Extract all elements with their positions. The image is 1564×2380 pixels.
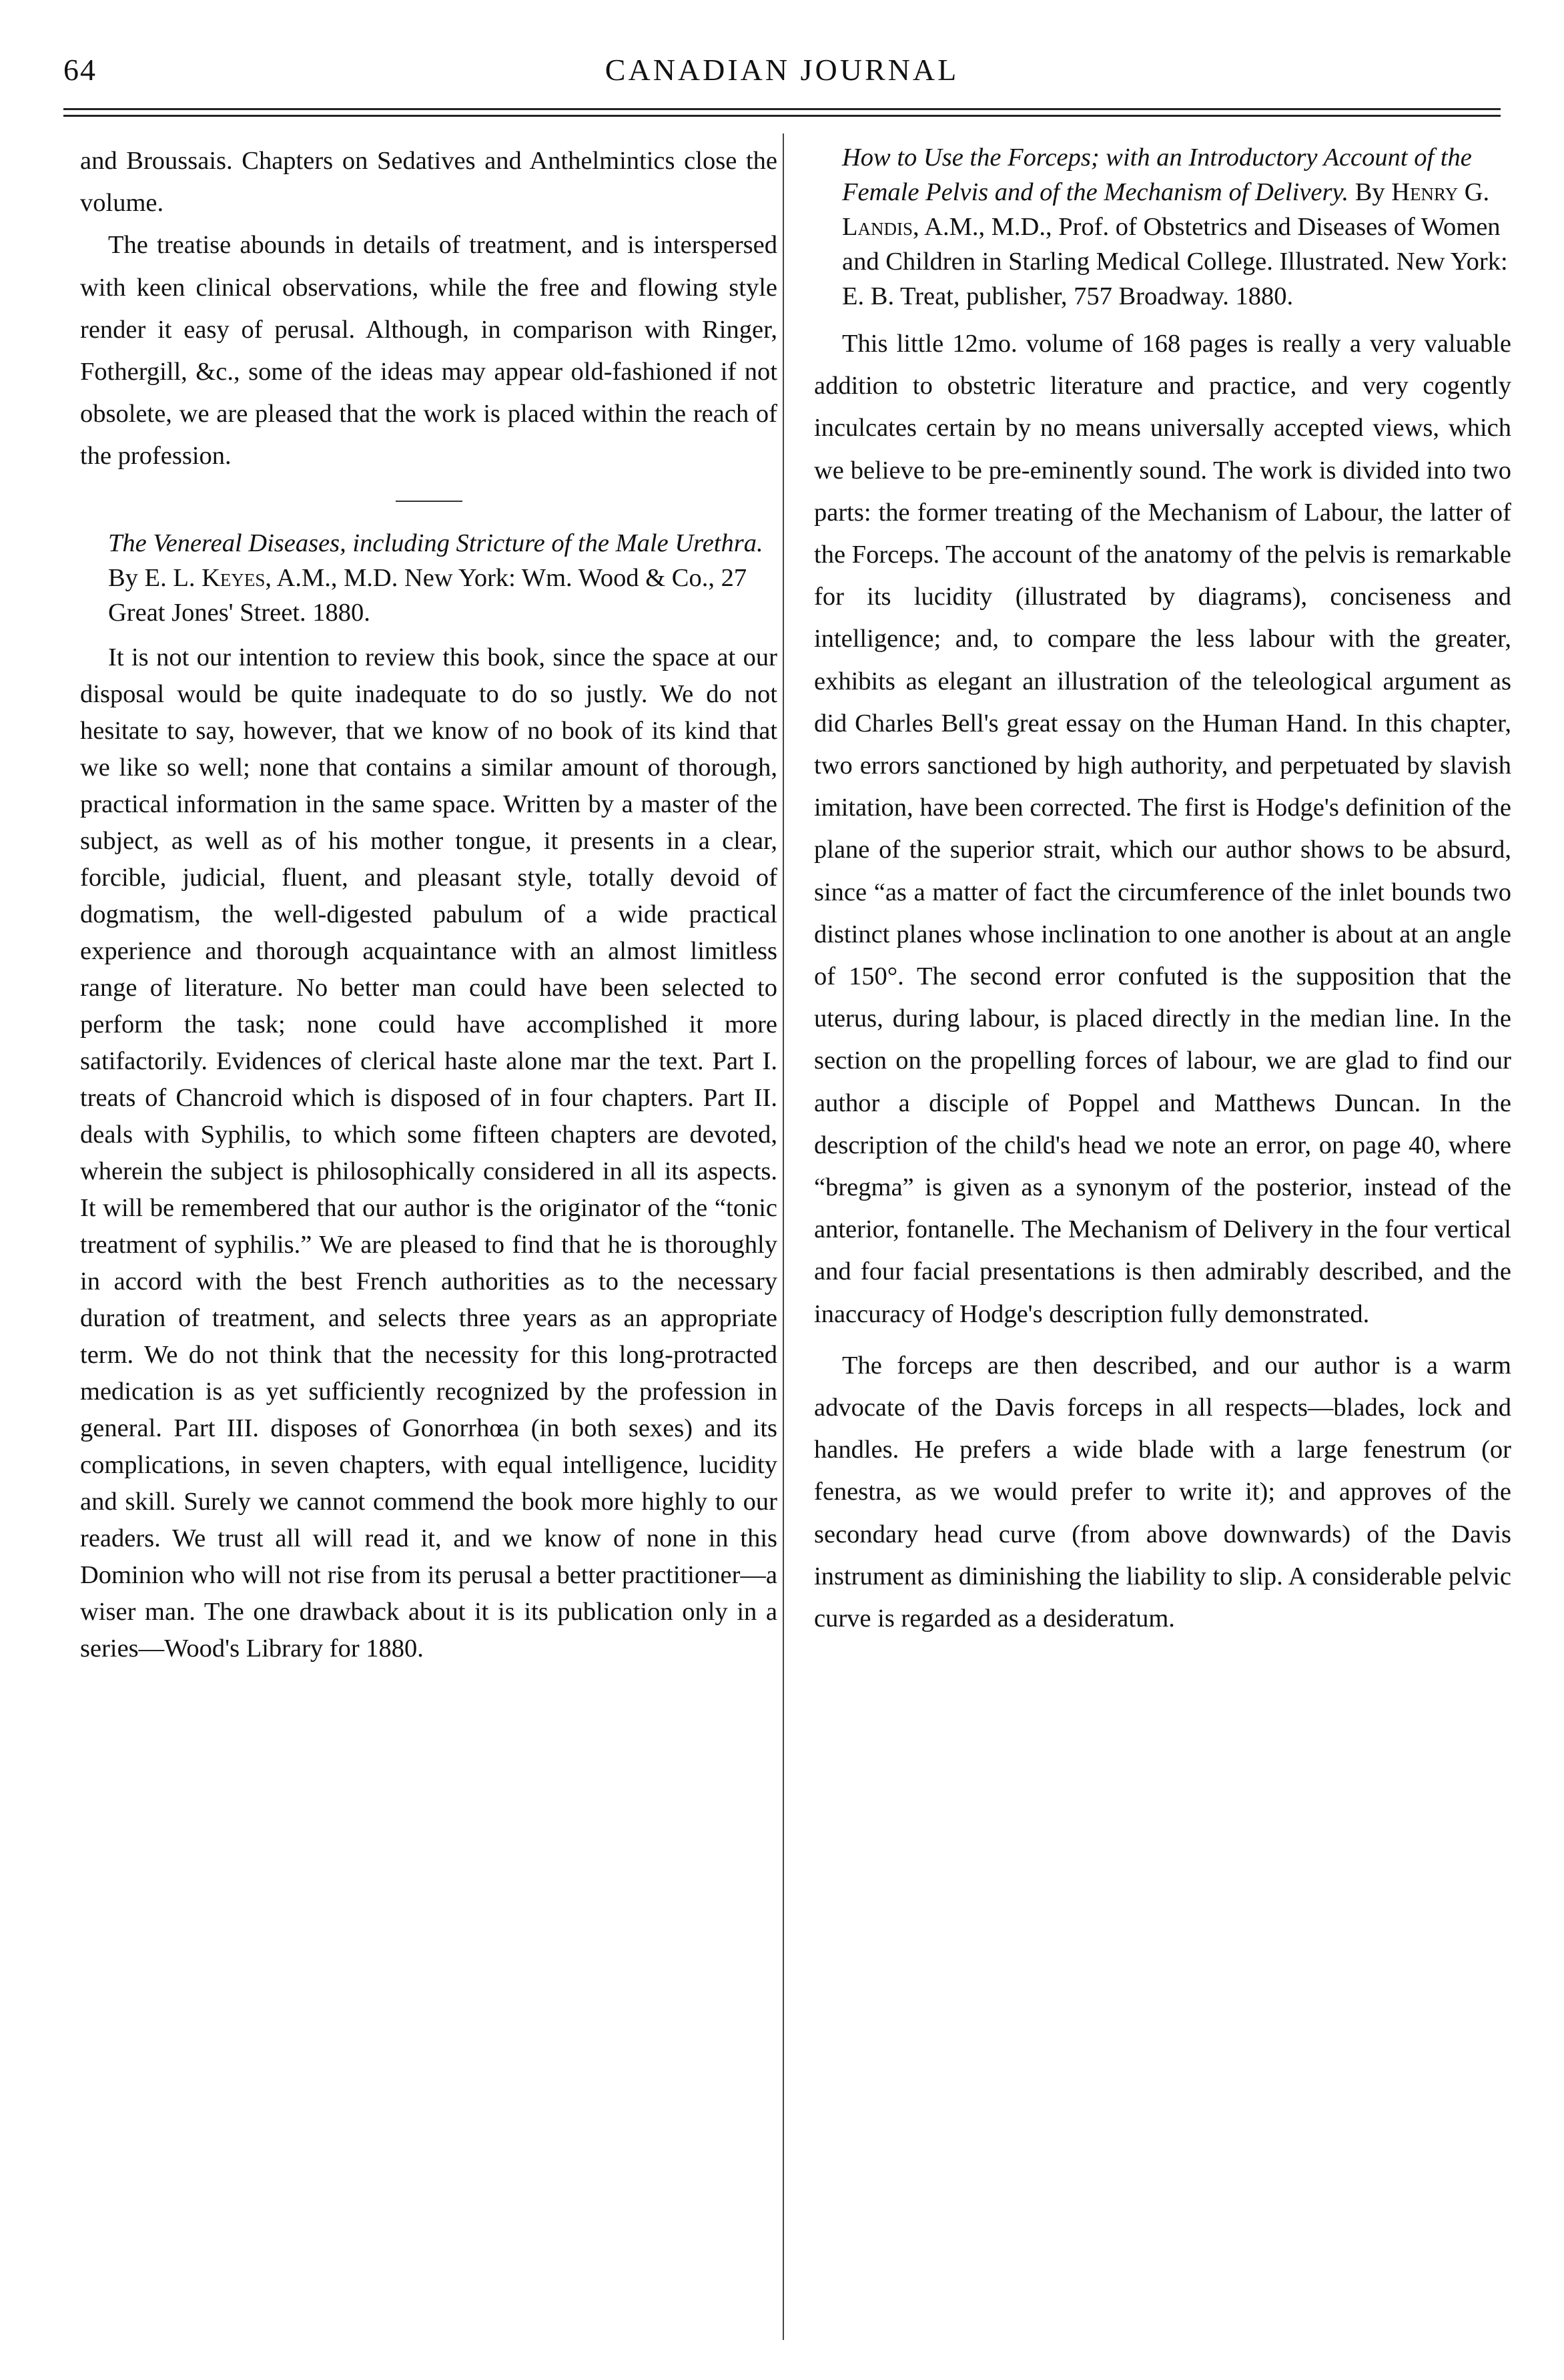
right-column: [814, 140, 1511, 1640]
page-header: [63, 52, 1501, 92]
running-head: CANADIAN JOURNAL: [605, 53, 959, 87]
left-paragraph-1: and Broussais. Chapters on Sedatives and Anthelmintics close the volume.: [80, 147, 777, 218]
page-number: 64: [63, 53, 97, 87]
right-paragraph-2: The forceps are then described, and our author is a warm advocate of the Davis forceps in all respects—blades, lock and handles. He prefers a wide blade with a large fenestrum (or fenestra, as we would prefer to write it); and approves of the secondary head curve (from above downwards) of the Davis instrument as diminishing the liability to slip. A considerable pelvic curve is regarded as a desideratum.: [814, 1351, 1511, 1633]
left-book-publisher: , A.M., M.D. New York: Wm. Wood & Co., 27 Great Jones' Street. 1880.: [108, 563, 747, 627]
right-book-title: How to Use the Forceps; with an Introductory Account of the Female Pelvis and of the Mechanism of Delivery.: [842, 143, 1472, 206]
left-book-author: Keyes: [202, 563, 266, 592]
right-book-by: By: [1348, 178, 1392, 206]
header-rule-bottom: [63, 115, 1501, 117]
left-book-citation: [80, 526, 777, 630]
header-rule-top: [63, 108, 1501, 110]
right-book-author: Henry G. Landis: [842, 178, 1490, 241]
right-book-citation: [814, 140, 1511, 314]
right-book-publisher: , A.M., M.D., Prof. of Obstetrics and Diseases of Women and Children in Starling Medical College. Illustrated. New York: E. B. Treat, publisher, 757 Broadway. 1880.: [842, 213, 1508, 310]
left-paragraph-2: The treatise abounds in details of treatment, and is interspersed with keen clinical observations, while the free and flowing style render it easy of perusal. Although, in comparison with Ringer, Fothergill, &c., some of the ideas may appear old-fashioned if not obsolete, we are pleased that the work is placed within the reach of the profession.: [80, 231, 777, 471]
left-book-by: By E. L.: [108, 563, 202, 592]
left-column: [80, 140, 777, 1667]
left-paragraph-3: It is not our intention to review this book, since the space at our disposal would be quite inadequate to do so justly. We do not hesitate to say, however, that we know of no book of its kind that we like so well; none that contains a similar amount of thorough, practical information in the same space. Written by a master of the subject, as well as of his mother tongue, it presents in a clear, forcible, judicial, fluent, and pleasant style, totally devoid of dogmatism, the well-digested pabulum of a wide practical experience and thorough acquaintance with an almost limitless range of literature. No better man could have been selected to perform the task; none could have accomplished it more satifactorily. Evidences of clerical haste alone mar the text. Part I. treats of Chancroid which is disposed of in four chapters. Part II. deals with Syphilis, to which some fifteen chapters are devoted, wherein the subject is philosophically considered in all its aspects. It will be remembered that our author is the originator of the “tonic treatment of syphilis.” We are pleased to find that he is thoroughly in accord with the best French authorities as to the necessary duration of treatment, and selects three years as an appropriate term. We do not think that the necessity for this long-protracted medication is as yet sufficiently recognized by the profession in general. Part III. disposes of Gonorrhœa (in both sexes) and its complications, in seven chapters, with equal intelligence, lucidity and skill. Surely we cannot commend the book more highly to our readers. We trust all will read it, and we know of none in this Dominion who will not rise from its perusal a better practitioner—a wiser man. The one drawback about it is its publication only in a series—Wood's Library for 1880.: [80, 643, 777, 1663]
column-divider: [783, 133, 784, 2340]
left-book-title: The Venereal Diseases, including Stricture of the Male Urethra.: [108, 529, 763, 557]
right-paragraph-1: This little 12mo. volume of 168 pages is really a very valuable addition to obstetric literature and practice, and very cogently inculcates certain by no means universally accepted views, which we believe to be pre-eminently sound. The work is divided into two parts: the former treating of the Mechanism of Labour, the latter of the Forceps. The account of the anatomy of the pelvis is remarkable for its lucidity (illustrated by diagrams), conciseness and intelligence; and, to compare the less labour with the greater, exhibits as elegant an illustration of the teleological argument as did Charles Bell's great essay on the Human Hand. In this chapter, two errors sanctioned by high authority, and perpetuated by slavish imitation, have been corrected. The first is Hodge's definition of the plane of the superior strait, which our author shows to be absurd, since “as a matter of fact the circumference of the inlet bounds two distinct planes whose inclination to one another is about at an angle of 150°. The second error confuted is the supposition that the uterus, during labour, is placed directly in the median line. In the section on the propelling forces of labour, we are glad to find our author a disciple of Poppel and Matthews Duncan. In the description of the child's head we note an error, on page 40, where “bregma” is given as a synonym of the posterior, instead of the anterior, fontanelle. The Mechanism of Delivery in the four vertical and four facial presentations is then admirably described, and the inaccuracy of Hodge's description fully demonstrated.: [814, 330, 1511, 1328]
section-separator: [396, 501, 462, 502]
